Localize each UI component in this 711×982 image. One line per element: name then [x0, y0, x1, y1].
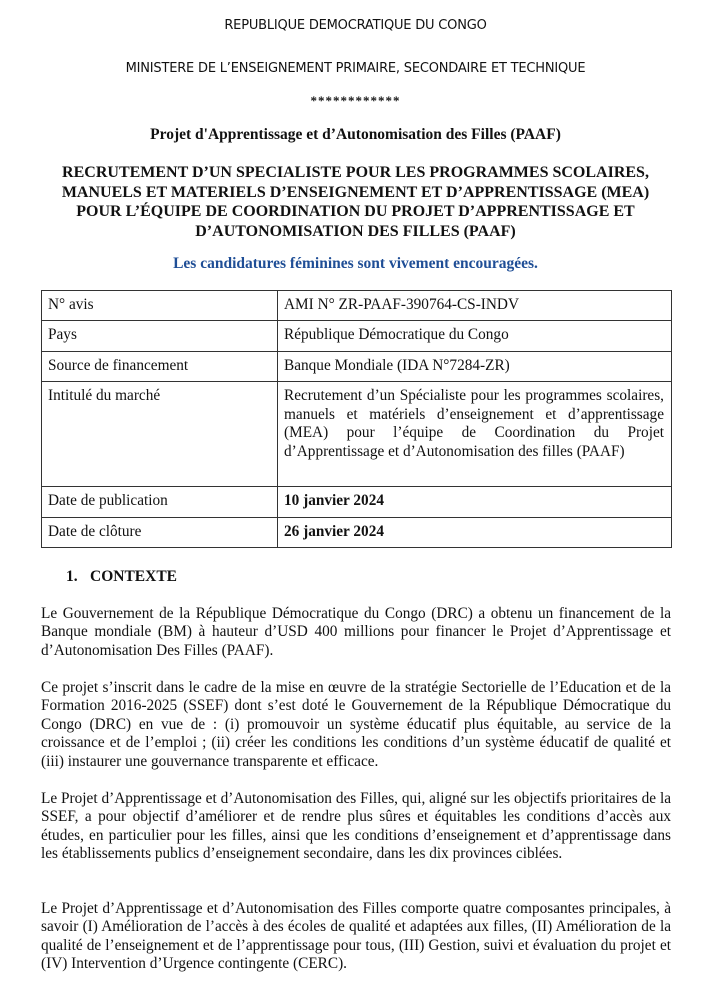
section-heading-contexte	[66, 568, 177, 586]
ministry-heading: MINISTERE DE L’ENSEIGNEMENT PRIMAIRE, SECONDAIRE ET TECHNIQUE	[125, 61, 586, 76]
row-label: N° avis	[42, 291, 278, 321]
paragraph: Ce projet s’inscrit dans le cadre de la mise en œuvre de la stratégie Sectorielle de l’Education et de la Formation 2016-2025 (SSEF) dont s’est doté le Gouvernement de la République Démocratique du Congo (DRC) en vue de : (i) promouvoir un système éducatif plus équitable, au service de la croissance et de l’emploi ; (ii) créer les conditions les conditions d’un système éducatif de qualité et (iii) instaurer une gouvernance transparente et efficace.	[41, 679, 671, 770]
row-label: Source de financement	[42, 352, 278, 382]
table-row	[42, 352, 672, 382]
paragraph: Le Projet d’Apprentissage et d’Autonomisation des Filles, qui, aligné sur les objectifs prioritaires de la SSEF, a pour objectif d’améliorer et de rendre plus sûres et équitables les conditions d’accès aux études, en particulier pour les filles, ainsi que les conditions d’enseignement et d’apprentissage dans les établissements publics d’enseignement secondaire, dans les dix provinces ciblées.	[41, 790, 671, 863]
row-value: Recrutement d’un Spécialiste pour les programmes scolaires, manuels et matériels d’enseignement et d’apprentissage (MEA) pour l’équipe de Coordination du Projet d’Apprentissage et d’Autonomisation des filles (PAAF)	[278, 382, 672, 487]
paragraph: Le Gouvernement de la République Démocratique du Congo (DRC) a obtenu un financement de la Banque mondiale (BM) à hauteur d’USD 400 millions pour financer le Projet d’Apprentissage et d’Autonomisation Des Filles (PAAF).	[41, 605, 671, 659]
project-heading: Projet d'Apprentissage et d’Autonomisation des Filles (PAAF)	[150, 126, 561, 143]
row-label: Date de clôture	[42, 518, 278, 548]
section-number: 1.	[66, 568, 78, 585]
title-line: MANUELS ET MATERIELS D’ENSEIGNEMENT ET D’APPRENTISSAGE (MEA)	[61, 183, 650, 201]
title-line: POUR L’ÉQUIPE DE COORDINATION DU PROJET D’APPRENTISSAGE ET	[76, 203, 635, 220]
country-heading: REPUBLIQUE DEMOCRATIQUE DU CONGO	[224, 18, 487, 33]
closing-date: 26 janvier 2024	[278, 518, 672, 548]
title-line: RECRUTEMENT D’UN SPECIALISTE POUR LES PROGRAMMES SCOLAIRES,	[62, 164, 649, 181]
row-value: Banque Mondiale (IDA N°7284-ZR)	[278, 352, 672, 382]
publication-date: 10 janvier 2024	[278, 487, 672, 518]
notice-info-table	[41, 290, 672, 548]
row-value: République Démocratique du Congo	[278, 321, 672, 352]
paragraph: Le Projet d’Apprentissage et d’Autonomisation des Filles comporte quatre composantes principales, à savoir (I) Amélioration de l’accès à des écoles de qualité et adaptées aux filles, (II) Amélioration de la qualité de l’enseignement et de l’apprentissage pour tous, (III) Gestion, suivi et évaluation du projet et (IV) Intervention d’Urgence contingente (CERC).	[41, 900, 671, 973]
row-label: Pays	[42, 321, 278, 352]
subtitle-encouragement: Les candidatures féminines sont vivement encouragées.	[173, 255, 538, 272]
table-row	[42, 487, 672, 518]
table-row	[42, 382, 672, 487]
table-row	[42, 291, 672, 321]
row-label: Intitulé du marché	[42, 382, 278, 487]
row-value: AMI N° ZR-PAAF-390764-CS-INDV	[278, 291, 672, 321]
row-label: Date de publication	[42, 487, 278, 518]
table-row	[42, 518, 672, 548]
title-line: D’AUTONOMISATION DES FILLES (PAAF)	[195, 222, 516, 240]
section-title: CONTEXTE	[90, 568, 177, 585]
separator-stars: ************	[310, 93, 401, 108]
table-row	[42, 321, 672, 352]
document-title	[0, 163, 711, 241]
